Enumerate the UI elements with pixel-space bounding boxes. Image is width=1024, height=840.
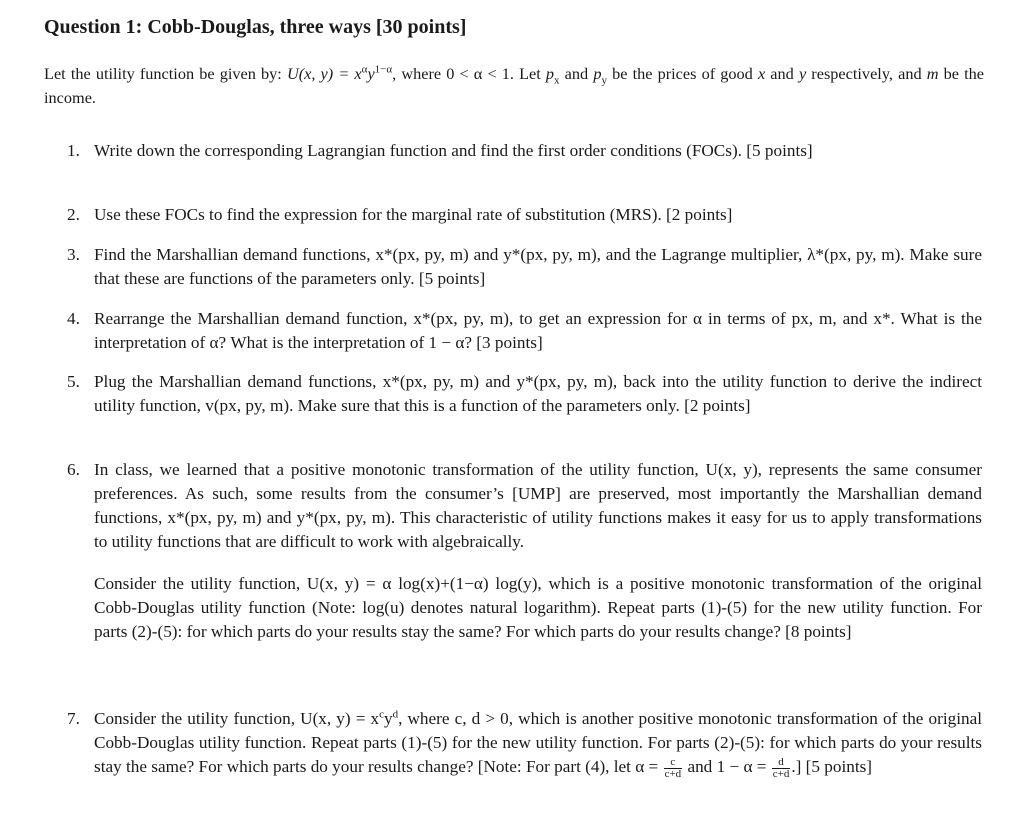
item-text: Use these FOCs to find the expression for the marginal rate of substitution (MRS). [2 points] bbox=[94, 205, 733, 224]
fraction-numerator: d bbox=[772, 757, 791, 769]
item-number: 3. bbox=[67, 245, 80, 264]
price-y: p bbox=[593, 64, 602, 83]
exponent-one-minus-alpha: 1−α bbox=[374, 63, 393, 76]
utility-expr: U(x, y) = x bbox=[286, 64, 362, 83]
good-x: x bbox=[757, 64, 766, 83]
list-item bbox=[67, 458, 982, 644]
exponent-alpha: α bbox=[361, 63, 368, 76]
price-x-sub: x bbox=[554, 74, 560, 87]
item7-text-a: Consider the utility function, U(x, y) = x bbox=[94, 709, 380, 728]
item7-text-b: y bbox=[384, 709, 393, 728]
exponent-d: d bbox=[392, 708, 399, 721]
item-number: 2. bbox=[67, 205, 80, 224]
intro-text: Let the utility function be given by: bbox=[44, 64, 287, 83]
intro-and: and bbox=[559, 64, 594, 83]
item-text: Write down the corresponding Lagrangian function and find the first order conditions (FOCs). [5 points] bbox=[94, 141, 813, 160]
item7-text-e: .] [5 points] bbox=[791, 757, 873, 776]
item-text: Find the Marshallian demand functions, x*(px, py, m) and y*(px, py, m), and the Lagrange multiplier, λ*(px, py, m). Make sure that these are functions of the parameters only. [5 points] bbox=[94, 245, 982, 288]
item-text bbox=[94, 707, 982, 780]
list-item bbox=[67, 139, 982, 163]
question-title: Question 1: Cobb-Douglas, three ways [30 points] bbox=[44, 16, 467, 38]
item-number: 7. bbox=[67, 709, 80, 728]
fraction-numerator: c bbox=[664, 757, 683, 769]
income-m: m bbox=[926, 64, 939, 83]
fraction-d-over-c-plus-d bbox=[772, 757, 791, 780]
list-item bbox=[67, 707, 982, 780]
item-text: Plug the Marshallian demand functions, x*(px, py, m) and y*(px, py, m), back into the utility function to derive the indirect utility function, v(px, py, m). Make sure that this is a function of the parameters only. [2 points] bbox=[94, 372, 982, 415]
price-y-sub: y bbox=[601, 74, 607, 87]
item7-text-d: and 1 − α = bbox=[683, 757, 771, 776]
list-item bbox=[67, 370, 982, 418]
exponent-c: c bbox=[379, 708, 385, 721]
intro-text-2: , where 0 < α < 1. Let bbox=[392, 64, 546, 83]
intro-and-2: and bbox=[765, 64, 799, 83]
intro-text-5: be the income. bbox=[44, 64, 985, 107]
list-item bbox=[67, 243, 982, 291]
question-intro bbox=[44, 62, 984, 110]
list-item bbox=[67, 203, 982, 227]
price-x: p bbox=[545, 64, 555, 83]
list-item bbox=[67, 307, 982, 355]
item-number: 1. bbox=[67, 141, 80, 160]
good-y: y bbox=[798, 64, 807, 83]
item7-text-c: , where c, d > 0, which is another positive monotonic transformation of the original Cobb-Douglas utility function. Repeat parts (1)-(5) for the new utility function. For parts (2)-(5): for which parts do your results stay the same? For which parts do your results change? [Note: For part (4), let α = bbox=[94, 709, 982, 776]
item-number: 4. bbox=[67, 309, 80, 328]
item-text: In class, we learned that a positive monotonic transformation of the utility function, U(x, y), represents the same consumer preferences. As such, some results from the consumer’s [UMP] are preserved, most importantly the Marshallian demand functions, x*(px, py, m) and y*(px, py, m). This characteristic of utility functions makes it easy for us to apply transformations to utility functions that are difficult to work with algebraically. bbox=[94, 460, 982, 551]
intro-text-4: respectively, and bbox=[806, 64, 927, 83]
utility-expr-y: y bbox=[367, 64, 375, 83]
item-text-continued: Consider the utility function, U(x, y) = α log(x)+(1−α) log(y), which is a positive monotonic transformation of the original Cobb-Douglas utility function (Note: log(u) denotes natural logarithm). Repeat parts (1)-(5) for the new utility function. For parts (2)-(5): for which parts do your results stay the same? For which parts do your results change? [8 points] bbox=[94, 574, 982, 641]
intro-text-3: be the prices of good bbox=[606, 64, 758, 83]
item-number: 6. bbox=[67, 460, 80, 479]
item-number: 5. bbox=[67, 372, 80, 391]
fraction-denominator: c+d bbox=[772, 767, 790, 780]
fraction-denominator: c+d bbox=[664, 767, 682, 780]
fraction-c-over-c-plus-d bbox=[664, 757, 683, 780]
item-text: Rearrange the Marshallian demand function, x*(px, py, m), to get an expression for α in terms of px, m, and x*. What is the interpretation of α? What is the interpretation of 1 − α? [3 points] bbox=[94, 309, 982, 352]
